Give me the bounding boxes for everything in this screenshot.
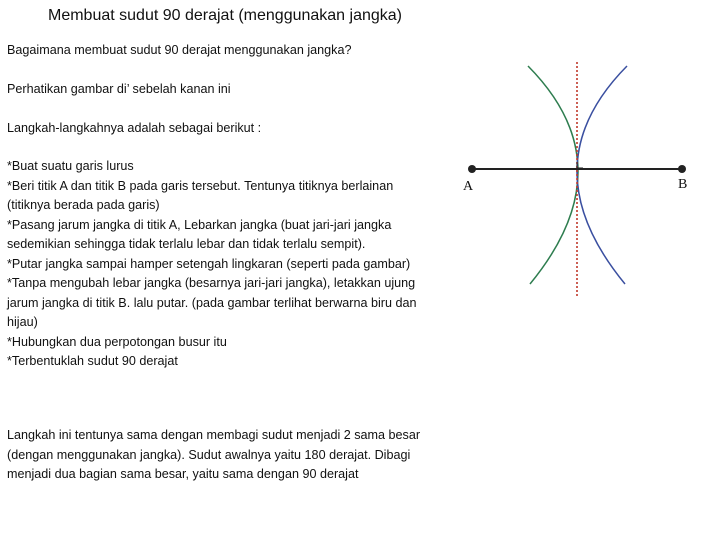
steps-list xyxy=(7,157,427,372)
step-item: *Terbentuklah sudut 90 derajat xyxy=(7,354,178,368)
step-item: *Putar jangka sampai hamper setengah lingkaran (seperti pada gambar) xyxy=(7,256,411,271)
step-item: *Beri titik A dan titik B pada garis tersebut. Tentunya titiknya berlainan (titiknya berada pada garis) xyxy=(7,178,394,212)
step-item: *Tanpa mengubah lebar jangka (besarnya jari-jari jangka), letakkan ujung jarum jangka di titik B. lalu putar. (pada gambar terlihat berwarna biru dan hijau) xyxy=(7,276,417,329)
step-item: *Pasang jarum jangka di titik A, Lebarkan jangka (buat jari-jari jangka sedemikian sehingga tidak terlalu lebar dan tidak terlalu sempit). xyxy=(7,217,392,251)
step-item: *Hubungkan dua perpotongan busur itu xyxy=(7,334,227,349)
point-a-label: A xyxy=(463,179,474,194)
arc-a xyxy=(528,66,578,284)
point-b-dot xyxy=(678,165,686,173)
step-item: *Buat suatu garis lurus xyxy=(7,159,134,173)
arc-b xyxy=(577,66,627,284)
point-a-dot xyxy=(468,165,476,173)
question-text: Bagaimana membuat sudut 90 derajat menggunakan jangka? xyxy=(7,43,352,57)
closing-paragraph: Langkah ini tentunya sama dengan membagi sudut menjadi 2 sama besar (dengan menggunakan jangka). Sudut awalnya yaitu 180 derajat. Dibagi menjadi dua bagian sama besar, yaitu sama dengan 90 derajat xyxy=(7,428,421,481)
compass-construction-diagram xyxy=(455,58,705,303)
page-title: Membuat sudut 90 derajat (menggunakan jangka) xyxy=(48,7,402,24)
steps-heading: Langkah-langkahnya adalah sebagai berikut : xyxy=(7,121,262,135)
point-b-label: B xyxy=(678,177,688,192)
look-text: Perhatikan gambar di’ sebelah kanan ini xyxy=(7,82,231,96)
